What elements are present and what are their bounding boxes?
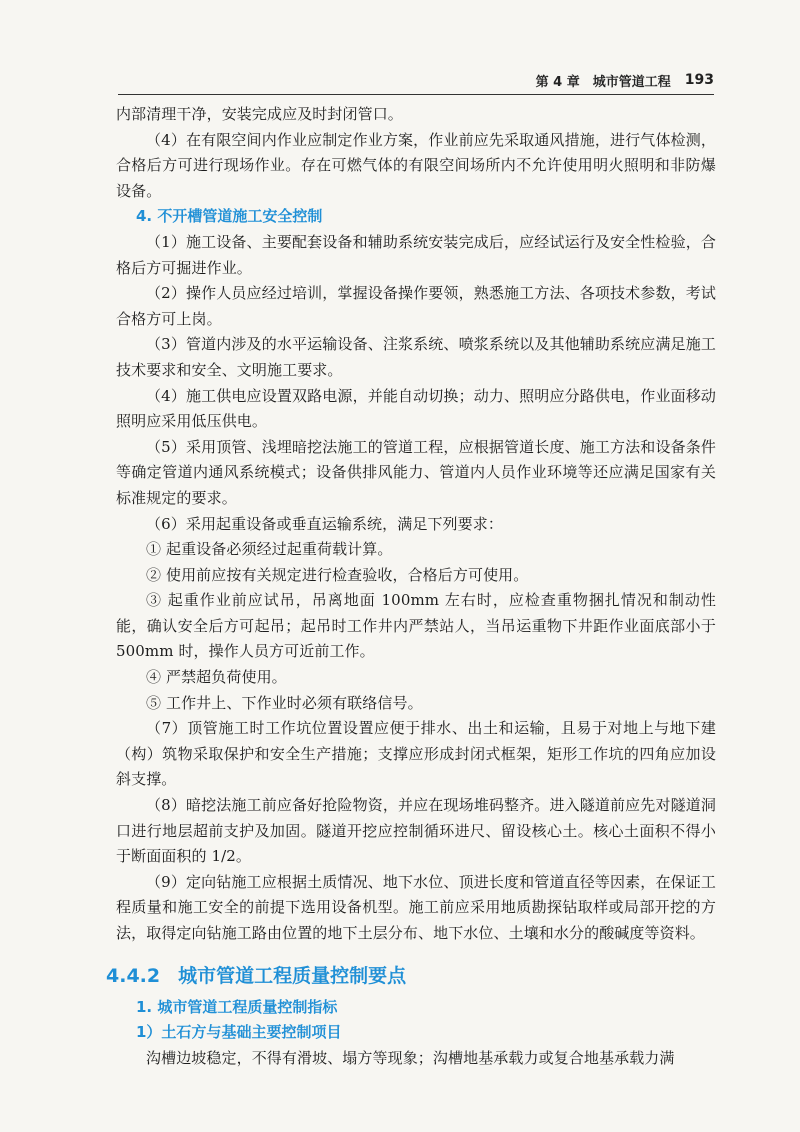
paragraph: 内部清理干净，安装完成应及时封闭管口。	[116, 105, 403, 123]
paragraph: ② 使用前应按有关规定进行检查验收，合格后方可使用。	[146, 565, 529, 584]
chapter-title: 第 4 章 城市管道工程	[535, 74, 671, 90]
paragraph: （5）采用顶管、浅埋暗挖法施工的管道工程，应根据管道长度、施工方法和设备条件等确定管道内通风系统模式；设备供排风能力、管道内人员作业环境等还应满足国家有关标准规定的要求。	[116, 437, 716, 507]
subsection-heading: 1. 城市管道工程质量控制指标	[136, 997, 338, 1016]
section-number: 4.4.2	[106, 964, 161, 987]
paragraph: （2）操作人员应经过培训，掌握设备操作要领，熟悉施工方法、各项技术参数，考试合格方可上岗。	[116, 284, 716, 328]
paragraph: （7）顶管施工时工作坑位置设置应便于排水、出土和运输，且易于对地上与地下建（构）筑物采取保护和安全生产措施；支撑应形成封闭式框架，矩形工作坑的四角应加设斜支撑。	[116, 719, 716, 789]
paragraph: ④ 严禁超负荷使用。	[146, 668, 287, 687]
paragraph: ③ 起重作业前应试吊，吊离地面 100mm 左右时，应检查重物捆扎情况和制动性能，确认安全后方可起吊；起吊时工作井内严禁站人，当吊运重物下井距作业面底部小于 500mm 时，操作人员方可近前工作。	[116, 591, 716, 661]
section-title: 城市管道工程质量控制要点	[178, 964, 407, 987]
running-header	[118, 66, 714, 95]
subsection-heading: 1）土石方与基础主要控制项目	[136, 1023, 342, 1042]
paragraph: （9）定向钻施工应根据土质情况、地下水位、顶进长度和管道直径等因素，在保证工程质量和施工安全的前提下选用设备机型。施工前应采用地质勘探钻取样或局部开挖的方法，取得定向钻施工路由位置的地下土层分布、地下水位、土壤和水分的酸碱度等资料。	[116, 872, 716, 942]
section-heading	[106, 961, 716, 991]
page-number: 193	[684, 72, 714, 88]
paragraph: （4）在有限空间内作业应制定作业方案，作业前应先采取通风措施，进行气体检测，合格后方可进行现场作业。存在可燃气体的有限空间场所内不允许使用明火照明和非防爆设备。	[116, 130, 716, 200]
paragraph: （8）暗挖法施工前应备好抢险物资，并应在现场堆码整齐。进入隧道前应先对隧道洞口进行地层超前支护及加固。隧道开挖应控制循环进尺、留设核心土。核心土面积不得小于断面面积的 1/2。	[116, 796, 716, 866]
subsection-heading: 4. 不开槽管道施工安全控制	[136, 207, 323, 226]
page-body	[106, 102, 716, 1071]
paragraph: （4）施工供电应设置双路电源，并能自动切换；动力、照明应分路供电，作业面移动照明应采用低压供电。	[116, 386, 716, 431]
paragraph: ① 起重设备必须经过起重荷载计算。	[146, 540, 393, 559]
paragraph: （6）采用起重设备或垂直运输系统，满足下列要求：	[146, 514, 503, 533]
paragraph: （1）施工设备、主要配套设备和辅助系统安装完成后，应经试运行及安全性检验，合格后方可掘进作业。	[116, 232, 716, 277]
paragraph: 沟槽边坡稳定，不得有滑坡、塌方等现象；沟槽地基承载力或复合地基承载力满	[146, 1048, 675, 1067]
paragraph: （3）管道内涉及的水平运输设备、注浆系统、喷浆系统以及其他辅助系统应满足施工技术要求和安全、文明施工要求。	[116, 335, 716, 379]
paragraph: ⑤ 工作井上、下作业时必须有联络信号。	[146, 693, 423, 712]
